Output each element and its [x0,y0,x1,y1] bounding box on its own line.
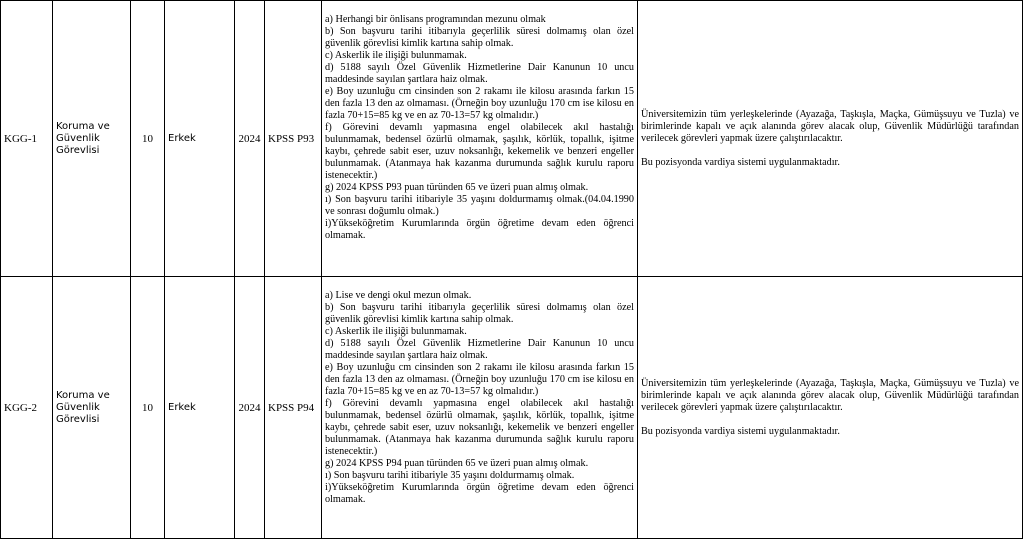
description-paragraph: Üniversitemizin tüm yerleşkelerinde (Ayazağa, Taşkışla, Maçka, Gümüşsuyu ve Tuzla) ve birimlerinde kapalı ve açık alanında görev alacak olup, Güvenlik Müdürlüğü tarafından verilecek görevleri yapmak üzere çalıştırılacaktır. [641,108,1019,144]
requirement-item: d) 5188 sayılı Özel Güvenlik Hizmetlerine Dair Kanunun 10 uncu maddesinde sayılan şartlara haiz olmak. [325,62,634,85]
requirement-item: b) Son başvuru tarihi itibarıyla geçerlilik süresi dolmamış olan özel güvenlik görevlisi kimlik kartına sahip olmak. [325,26,634,49]
requirement-item: a) Herhangi bir önlisans programından mezunu olmak [325,14,546,25]
requirement-item: c) Askerlik ile ilişiği bulunmamak. [325,50,467,61]
position-score-type: KPSS P94 [265,277,322,539]
requirement-item: g) 2024 KPSS P94 puan türünden 65 ve üzeri puan almış olmak. [325,458,589,469]
position-requirements [322,277,638,539]
position-title: Koruma ve Güvenlik Görevlisi [53,277,131,539]
requirement-item: i)Yükseköğretim Kurumlarında örgün öğretime devam eden öğrenci olmamak. [325,218,634,241]
requirement-item: e) Boy uzunluğu cm cinsinden son 2 rakamı ile kilosu arasında farkın 15 den fazla 13 den az olmaması. (Örneğin boy uzunluğu 170 cm ise kilosu en fazla 70+15=85 kg ve en az 70-13=57 kg olmalıdır.) [325,362,634,397]
position-gender: Erkek [165,277,235,539]
description-paragraph: Bu pozisyonda vardiya sistemi uygulanmaktadır. [641,156,840,168]
position-code: KGG-2 [1,277,53,539]
requirement-item: c) Askerlik ile ilişiği bulunmamak. [325,326,467,337]
position-count: 10 [131,277,165,539]
requirement-item: e) Boy uzunluğu cm cinsinden son 2 rakamı ile kilosu arasında farkın 15 den fazla 13 den az olmaması. (Örneğin boy uzunluğu 170 cm ise kilosu en fazla 70+15=85 kg ve en az 70-13=57 kg olmalıdır.) [325,86,634,121]
position-code: KGG-1 [1,1,53,277]
description-paragraph: Üniversitemizin tüm yerleşkelerinde (Ayazağa, Taşkışla, Maçka, Gümüşsuyu ve Tuzla) ve birimlerinde kapalı ve açık alanında görev alacak olup, Güvenlik Müdürlüğü tarafından verilecek görevleri yapmak üzere çalıştırılacaktır. [641,377,1019,413]
position-description [638,1,1023,277]
position-count: 10 [131,1,165,277]
position-description [638,277,1023,539]
requirement-item: a) Lise ve dengi okul mezun olmak. [325,290,472,301]
requirement-item: i)Yükseköğretim Kurumlarında örgün öğretime devam eden öğrenci olmamak. [325,482,634,505]
requirement-item: b) Son başvuru tarihi itibarıyla geçerlilik süresi dolmamış olan özel güvenlik görevlisi kimlik kartına sahip olmak. [325,302,634,325]
position-requirements [322,1,638,277]
position-year: 2024 [235,1,265,277]
requirement-item: ı) Son başvuru tarihi itibariyle 35 yaşını doldurmamış olmak.(04.04.1990 ve sonrası doğumlu olmak.) [325,194,634,217]
position-score-type: KPSS P93 [265,1,322,277]
requirement-item: f) Görevini devamlı yapmasına engel olabilecek akıl hastalığı bulunmamak, bedensel özürlü olmamak, şaşılık, körlük, topallık, işitme kaybı, çehrede sabit eser, uzuv noksanlığı, kekemelik ve benzeri engeller bulunmamak. (Atanmaya hak kazanma durumunda sağlık kurulu raporu istenecektir.) [325,398,634,457]
position-year: 2024 [235,277,265,539]
table-row [1,1,1023,277]
description-paragraph: Bu pozisyonda vardiya sistemi uygulanmaktadır. [641,425,840,437]
position-gender: Erkek [165,1,235,277]
requirement-item: d) 5188 sayılı Özel Güvenlik Hizmetlerine Dair Kanunun 10 uncu maddesinde sayılan şartlara haiz olmak. [325,338,634,361]
position-title: Koruma ve Güvenlik Görevlisi [53,1,131,277]
requirement-item: ı) Son başvuru tarihi itibariyle 35 yaşını doldurmamış olmak. [325,470,575,481]
requirement-item: f) Görevini devamlı yapmasına engel olabilecek akıl hastalığı bulunmamak, bedensel özürlü olmamak, şaşılık, körlük, topallık, işitme kaybı, çehrede sabit eser, uzuv noksanlığı, kekemelik ve benzeri engeller bulunmamak. (Atanmaya hak kazanma durumunda sağlık kurulu raporu istenecektir.) [325,122,634,181]
table-row [1,277,1023,539]
requirement-item: g) 2024 KPSS P93 puan türünden 65 ve üzeri puan almış olmak. [325,182,589,193]
